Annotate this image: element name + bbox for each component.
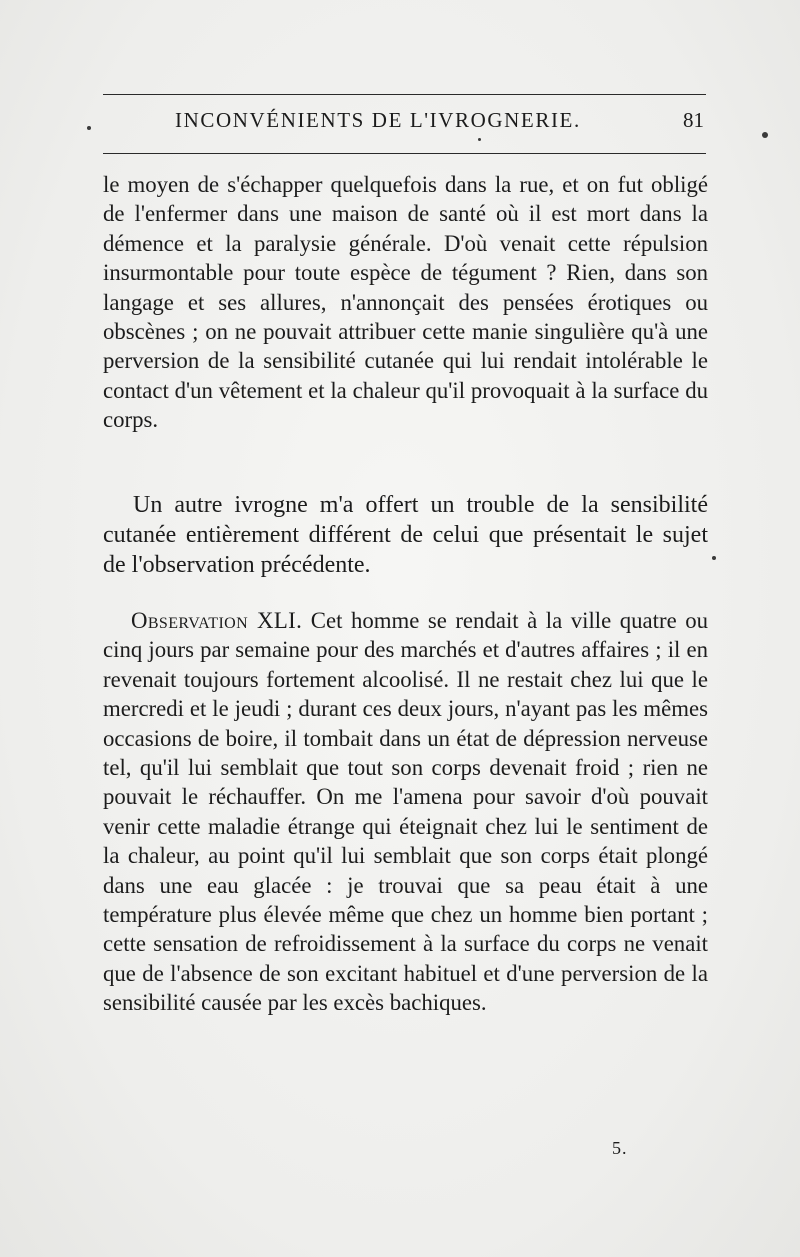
ink-speck xyxy=(712,556,716,560)
signature-mark: 5. xyxy=(612,1138,628,1158)
paragraph-intro: Un autre ivrogne m'a offert un trouble de la sensibilité cutanée entièrement différent de celui que présentait le sujet de l'observation précédente. xyxy=(103,492,708,578)
observation-label: Observation XLI. xyxy=(131,608,303,633)
ink-speck xyxy=(478,138,481,141)
running-header xyxy=(103,108,706,140)
ink-speck xyxy=(762,132,768,138)
header-rule-top xyxy=(103,94,706,95)
ink-speck xyxy=(87,126,91,130)
running-title: INCONVÉNIENTS DE L'IVROGNERIE. xyxy=(175,108,581,132)
paragraph-continued: le moyen de s'échapper quelquefois dans la rue, et on fut obligé de l'enfermer dans une maison de santé où il est mort dans la démence et la paralysie générale. D'où venait cette répulsion insurmontable pour toute espèce de tégument ? Rien, dans son langage et ses allures, n'annonçait des pensées érotiques ou obscènes ; on ne pouvait attribuer cette manie singulière qu'à une perversion de la sensibilité cutanée qui lui rendait intolérable le contact d'un vêtement et la chaleur qu'il provoquait à la surface du corps. xyxy=(103,172,708,433)
header-rule-bottom xyxy=(103,153,706,154)
page-number: 81 xyxy=(683,108,704,132)
observation-paragraph xyxy=(103,606,708,1018)
observation-text: Cet homme se rendait à la ville quatre ou cinq jours par semaine pour des marchés et d'autres affaires ; il en revenait toujours fortement alcoolisé. Il ne restait chez lui que le mercredi et le jeudi ; durant ces deux jours, n'ayant pas les mêmes occasions de boire, il tombait dans un état de dépression nerveuse tel, qu'il lui semblait que tout son corps devenait froid ; rien ne pouvait le réchauffer. On me l'amena pour savoir d'où pouvait venir cette maladie étrange qui éteignait chez lui le sentiment de la chaleur, au point qu'il lui semblait que son corps était plongé dans une eau glacée : je trouvai que sa peau était à une température plus élevée même que chez un homme bien portant ; cette sensation de refroidissement à la surface du corps ne venait que de l'absence de son excitant habituel et d'une perversion de la sensibilité causée par les excès bachiques. xyxy=(103,608,708,1016)
